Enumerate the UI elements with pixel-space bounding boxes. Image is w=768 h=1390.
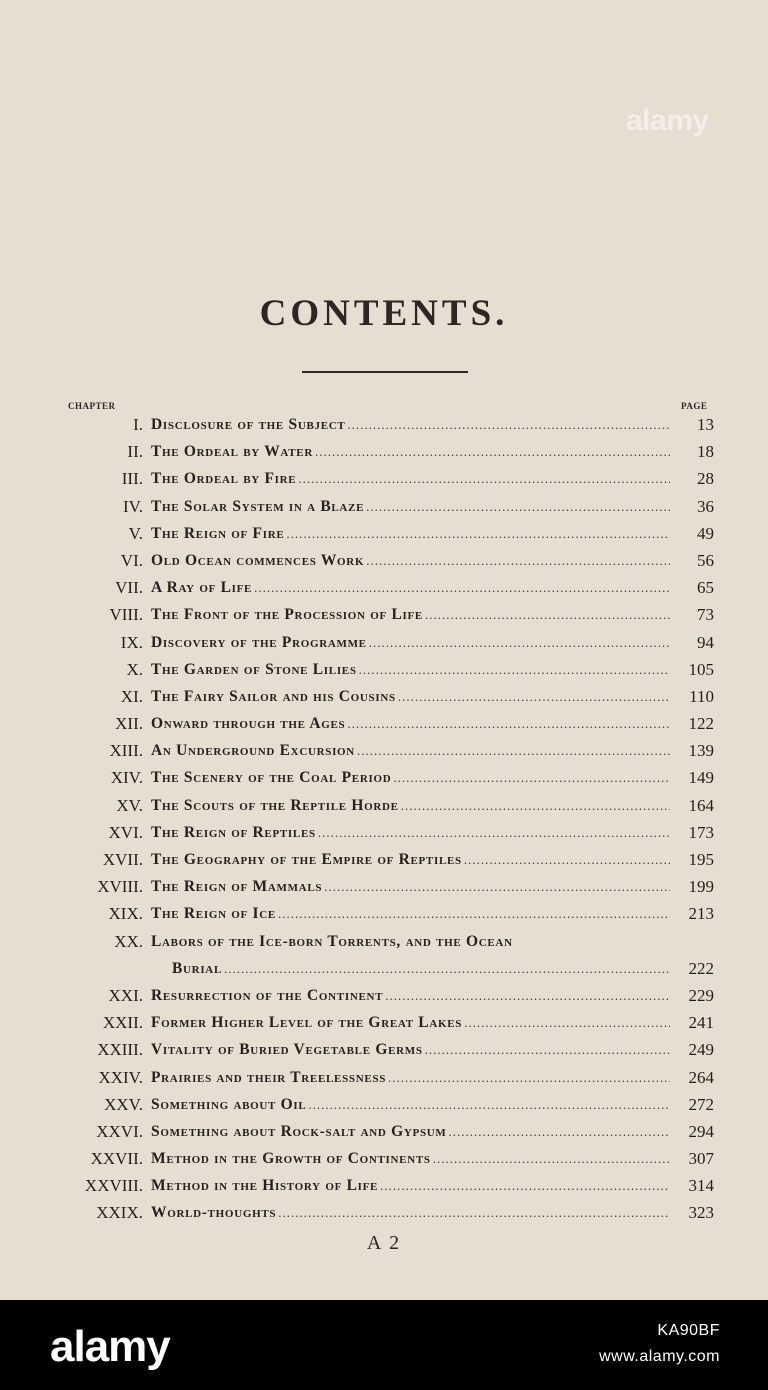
dot-leader	[315, 438, 670, 465]
toc-row	[0, 792, 768, 819]
chapter-column-header: CHAPTER	[68, 401, 116, 411]
toc-row	[0, 601, 768, 628]
chapter-number: XVI.	[108, 822, 143, 842]
toc-row	[0, 629, 768, 656]
chapter-number: XXII.	[102, 1013, 143, 1033]
chapter-title-line	[151, 493, 670, 520]
chapter-title: The Solar System in a Blaze	[151, 497, 365, 515]
chapter-number: XVII.	[102, 850, 143, 869]
page-number: 213	[688, 904, 714, 924]
chapter-number: XXVIII.	[84, 1176, 143, 1196]
toc-row	[0, 1118, 768, 1145]
chapter-number: VIII.	[109, 605, 143, 625]
chapter-title: The Reign of Reptiles	[151, 823, 316, 841]
toc-row	[0, 438, 768, 465]
toc-row	[0, 547, 768, 574]
watermark-logo: alamy	[626, 104, 709, 137]
chapter-title: Labors of the Ice-born Torrents, and the Ocean	[151, 932, 513, 950]
chapter-title-line	[151, 601, 670, 628]
chapter-number: III.	[121, 469, 143, 489]
chapter-title-line	[151, 982, 670, 1009]
chapter-title-line	[151, 764, 670, 791]
chapter-number: XIV.	[110, 768, 143, 788]
toc-row	[0, 1091, 768, 1118]
chapter-title-line	[151, 873, 670, 900]
chapter-title-line	[151, 900, 670, 927]
chapter-title: The Ordeal by Water	[151, 443, 313, 461]
page-number: 122	[688, 714, 714, 734]
chapter-title: World-thoughts	[151, 1204, 277, 1222]
chapter-title-line	[151, 465, 670, 492]
page-number: 294	[688, 1121, 714, 1141]
footer-image-id: KA90BF	[657, 1322, 720, 1339]
chapter-title: Vitality of Buried Vegetable Germs	[151, 1041, 423, 1059]
toc-row	[0, 737, 768, 764]
chapter-number: II.	[127, 442, 143, 462]
chapter-title-line	[151, 1036, 670, 1063]
page-number: 94	[697, 632, 714, 652]
dot-leader	[425, 601, 670, 628]
chapter-title-line	[151, 1199, 670, 1226]
dot-leader	[324, 873, 670, 900]
chapter-title-line	[151, 656, 670, 683]
page-number: 149	[688, 768, 714, 788]
dot-leader	[464, 846, 670, 873]
page-number: 164	[688, 795, 714, 815]
chapter-title-line	[151, 1009, 670, 1036]
chapter-title: The Fairy Sailor and his Cousins	[151, 687, 396, 705]
dot-leader	[347, 710, 670, 737]
dot-leader	[254, 574, 670, 601]
toc-row	[0, 411, 768, 438]
chapter-title-line	[151, 792, 670, 819]
table-of-contents	[0, 411, 768, 1227]
page-number: 241	[688, 1013, 714, 1033]
chapter-title: Something about Rock-salt and Gypsum	[151, 1122, 447, 1140]
page-number: 18	[697, 442, 714, 462]
dot-leader	[347, 411, 670, 438]
dot-leader	[366, 493, 670, 520]
toc-row	[0, 819, 768, 846]
chapter-number: XXI.	[108, 985, 143, 1005]
toc-row	[0, 928, 768, 955]
toc-row	[0, 710, 768, 737]
page-number: 222	[688, 958, 714, 978]
toc-row	[0, 683, 768, 710]
toc-row	[0, 1145, 768, 1172]
chapter-title: Prairies and their Treelessness	[151, 1068, 387, 1086]
chapter-number: XX.	[114, 931, 143, 951]
chapter-number: XV.	[116, 795, 143, 815]
toc-row	[0, 955, 768, 982]
toc-row	[0, 846, 768, 873]
chapter-title: Old Ocean commences Work	[151, 551, 365, 569]
dot-leader	[224, 955, 670, 982]
chapter-title: The Geography of the Empire of Reptiles	[151, 851, 462, 868]
page-number: 13	[697, 415, 714, 434]
dot-leader	[398, 683, 670, 710]
chapter-number: XXIX.	[96, 1203, 143, 1223]
footer-url: www.alamy.com	[599, 1348, 720, 1365]
chapter-title-line	[151, 411, 670, 438]
chapter-title: Method in the Growth of Continents	[151, 1150, 431, 1168]
chapter-title: Burial	[172, 959, 222, 977]
chapter-title-line	[151, 737, 670, 764]
toc-row	[0, 900, 768, 927]
dot-leader	[433, 1145, 670, 1172]
footer-bar	[0, 1300, 768, 1390]
chapter-title-line	[151, 547, 670, 574]
toc-row	[0, 520, 768, 547]
chapter-title: The Front of the Procession of Life	[151, 606, 423, 624]
chapter-number: I.	[133, 415, 143, 434]
chapter-number: XXV.	[104, 1094, 143, 1114]
dot-leader	[369, 629, 670, 656]
chapter-title: Disclosure of the Subject	[151, 416, 346, 433]
page-number: 56	[697, 550, 714, 570]
chapter-title: Former Higher Level of the Great Lakes	[151, 1014, 463, 1032]
toc-row	[0, 465, 768, 492]
page-number: 65	[697, 578, 714, 598]
chapter-number: XVIII.	[97, 877, 143, 897]
chapter-title: Onward through the Ages	[151, 715, 346, 733]
dot-leader	[388, 1064, 670, 1091]
page-number: 195	[688, 850, 714, 869]
chapter-title-line	[151, 574, 670, 601]
dot-leader	[380, 1172, 670, 1199]
chapter-title: An Underground Excursion	[151, 742, 355, 760]
chapter-title-line	[151, 928, 670, 955]
page-number: 249	[688, 1040, 714, 1060]
chapter-title-line	[151, 683, 670, 710]
chapter-title-line	[151, 819, 670, 846]
dot-leader	[449, 1118, 670, 1145]
toc-row	[0, 656, 768, 683]
chapter-title: Method in the History of Life	[151, 1177, 379, 1195]
chapter-title-line	[151, 1118, 670, 1145]
page-number: 272	[688, 1094, 714, 1114]
dot-leader	[366, 547, 670, 574]
toc-row	[0, 764, 768, 791]
dot-leader	[425, 1036, 670, 1063]
page-number: 105	[688, 659, 714, 679]
chapter-title: Something about Oil	[151, 1095, 307, 1113]
toc-row	[0, 873, 768, 900]
chapter-title: The Reign of Fire	[151, 524, 285, 542]
chapter-number: XXVII.	[90, 1149, 143, 1169]
chapter-title: The Reign of Mammals	[151, 878, 323, 896]
toc-row	[0, 1199, 768, 1226]
toc-row	[0, 1009, 768, 1036]
chapter-number: IV.	[123, 496, 143, 516]
chapter-title-line	[151, 1064, 670, 1091]
chapter-title: A Ray of Life	[151, 579, 253, 597]
chapter-number: XIII.	[109, 741, 143, 761]
page-number: 314	[688, 1176, 714, 1196]
page-number: 139	[688, 741, 714, 761]
chapter-title-line	[172, 955, 670, 982]
page-number: 229	[688, 985, 714, 1005]
chapter-number: VI.	[120, 550, 143, 570]
page-number: 110	[689, 686, 714, 706]
title-divider	[302, 371, 468, 373]
chapter-number: XI.	[120, 686, 143, 706]
dot-leader	[464, 1009, 670, 1036]
chapter-title: The Scenery of the Coal Period	[151, 769, 392, 787]
chapter-title: The Scouts of the Reptile Horde	[151, 796, 399, 814]
chapter-number: XII.	[115, 714, 143, 734]
chapter-title: Discovery of the Programme	[151, 633, 367, 651]
page-number: 323	[688, 1203, 714, 1223]
chapter-number: XXIV.	[98, 1067, 143, 1087]
page-column-header: PAGE	[681, 401, 708, 411]
dot-leader	[308, 1091, 670, 1118]
page-number: 264	[688, 1067, 714, 1087]
page-number: 199	[688, 877, 714, 897]
chapter-title-line	[151, 1091, 670, 1118]
dot-leader	[318, 819, 670, 846]
chapter-number: V.	[128, 523, 143, 543]
chapter-title: The Reign of Ice	[151, 905, 276, 923]
chapter-number: IX.	[120, 632, 143, 652]
dot-leader	[385, 982, 670, 1009]
chapter-title: Resurrection of the Continent	[151, 986, 384, 1004]
dot-leader	[278, 900, 670, 927]
chapter-title: The Ordeal by Fire	[151, 470, 297, 488]
toc-row	[0, 982, 768, 1009]
page-title: CONTENTS.	[259, 293, 509, 334]
chapter-number: X.	[126, 659, 143, 679]
dot-leader	[401, 792, 670, 819]
chapter-title-line	[151, 629, 670, 656]
dot-leader	[393, 764, 670, 791]
signature-mark: A 2	[366, 1232, 402, 1254]
toc-row	[0, 574, 768, 601]
chapter-title: The Garden of Stone Lilies	[151, 660, 357, 678]
footer-logo: alamy	[50, 1322, 170, 1371]
page-number: 36	[697, 496, 714, 516]
toc-row	[0, 1036, 768, 1063]
toc-row	[0, 493, 768, 520]
dot-leader	[278, 1199, 670, 1226]
page-number: 49	[697, 523, 714, 543]
toc-row	[0, 1064, 768, 1091]
chapter-title-line	[151, 710, 670, 737]
toc-row	[0, 1172, 768, 1199]
chapter-title-line	[151, 438, 670, 465]
chapter-number: XXVI.	[96, 1121, 143, 1141]
dot-leader	[357, 737, 670, 764]
dot-leader	[298, 465, 670, 492]
chapter-number: XXIII.	[97, 1040, 143, 1060]
chapter-title-line	[151, 520, 670, 547]
chapter-title-line	[151, 1145, 670, 1172]
chapter-title-line	[151, 1172, 670, 1199]
dot-leader	[286, 520, 670, 547]
chapter-number: XIX.	[108, 904, 143, 924]
page-number: 28	[697, 469, 714, 489]
chapter-title-line	[151, 846, 670, 873]
page-number: 307	[688, 1149, 714, 1169]
chapter-number: VII.	[115, 578, 143, 598]
dot-leader	[359, 656, 670, 683]
page-number: 173	[688, 822, 714, 842]
page-number: 73	[697, 605, 714, 625]
